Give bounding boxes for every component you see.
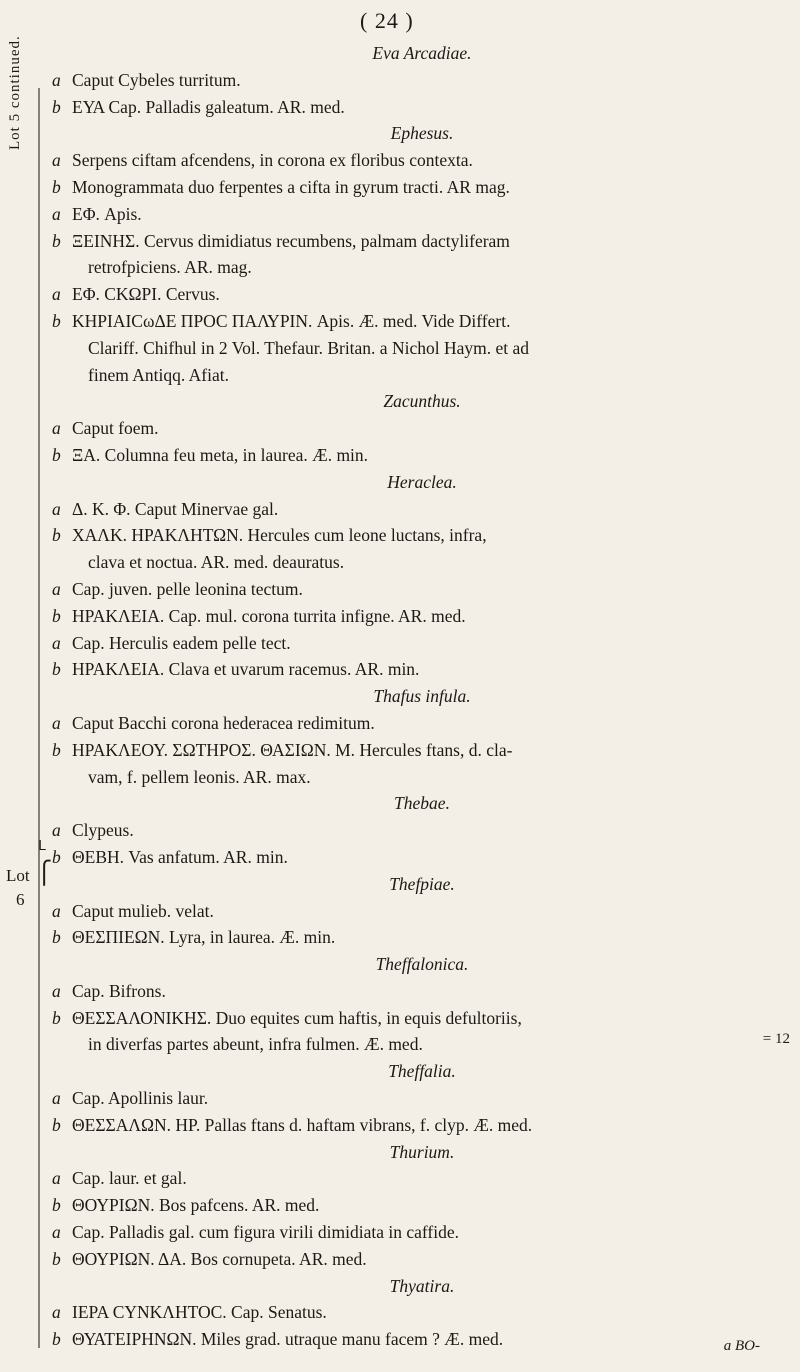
entry-continuation: in diverfas partes abeunt, infra fulmen. Æ. med. (88, 1034, 423, 1055)
entry-letter: a (52, 418, 61, 439)
margin-rule (38, 88, 40, 1348)
coin-entry (52, 576, 792, 603)
entry-text: ΕΦ. CΚΩΡΙ. Cervus. (72, 284, 220, 305)
coin-entry (52, 1299, 792, 1326)
coin-entry (52, 174, 792, 201)
place-heading: Eva Arcadiae. (372, 43, 472, 63)
coin-entry (52, 1112, 792, 1139)
entry-letter: b (52, 1248, 61, 1269)
coin-entry (52, 844, 792, 871)
place-heading: Thafus infula. (373, 686, 471, 707)
entry-text: Caput Cybeles turritum. (72, 69, 241, 90)
entry-text: Caput foem. (72, 418, 159, 439)
entry-text: ΘΟΥΡΙΩΝ. Bos pafcens. AR. med. (72, 1195, 320, 1216)
entry-text: Δ. Κ. Φ. Caput Minervae gal. (72, 498, 279, 519)
entry-letter: a (52, 498, 61, 519)
coin-entry (52, 94, 792, 121)
entry-letter: a (52, 578, 61, 599)
place-heading: Thefpiae. (389, 873, 455, 894)
entry-continuation: retrofpiciens. AR. mag. (88, 257, 252, 278)
entry-letter: b (52, 1329, 61, 1350)
coin-entry (52, 603, 792, 630)
entry-letter: a (52, 1222, 61, 1243)
entry-text: Caput mulieb. velat. (72, 900, 214, 921)
coin-entry (52, 817, 792, 844)
entry-letter: b (52, 525, 61, 546)
lot-brace: ⎧ (36, 860, 53, 885)
entry-letter: b (52, 1114, 61, 1135)
entry-text: ΚΗΡΙΑΙCωΔΕ ΠΡΟC ΠΑΛΥΡΙΝ. Apis. Æ. med. Vide Differt. (72, 310, 511, 331)
entry-letter: b (52, 310, 61, 331)
page-number: ( 24 ) (360, 8, 414, 33)
place-heading: Heraclea. (387, 471, 457, 492)
entry-text: Clypeus. (72, 820, 134, 841)
entry-continuation: finem Antiqq. Afiat. (88, 364, 229, 385)
place-heading: Zacunthus. (383, 391, 461, 412)
coin-entry (52, 228, 792, 255)
entry-letter: b (52, 605, 61, 626)
entry-continuation: clava et noctua. AR. med. deauratus. (88, 552, 345, 573)
entry-letter: b (52, 96, 61, 117)
entry-text: ΗΡΑΚΛΕΙΑ. Clava et uvarum racemus. AR. min. (72, 659, 420, 680)
coin-entry (52, 1246, 792, 1273)
place-heading: Theffalia. (388, 1061, 456, 1082)
entry-text: ΘΕΣΣΑΛΩΝ. ΗΡ. Pallas ftans d. haftam vibrans, f. clyp. Æ. med. (72, 1114, 533, 1135)
entry-letter: b (52, 739, 61, 760)
entry-letter: a (52, 820, 61, 841)
entry-text: Cap. Apollinis laur. (72, 1088, 209, 1109)
entry-text: ΧΑΛΚ. ΗΡΑΚΛΗΤΩΝ. Hercules cum leone luctans, infra, (72, 525, 487, 546)
entry-text: ΞΑ. Columna feu meta, in laurea. Æ. min. (72, 444, 369, 465)
entry-letter: a (52, 284, 61, 305)
coin-entry (52, 630, 792, 657)
coin-entry (52, 522, 792, 549)
entry-continuation: Clariff. Chifhul in 2 Vol. Thefaur. Britan. a Nichol Haym. et ad (88, 337, 529, 358)
entry-letter: a (52, 1302, 61, 1323)
coin-entry (52, 1165, 792, 1192)
entry-letter: b (52, 659, 61, 680)
margin-note: Lot 5 continued. (7, 35, 23, 150)
entry-letter: a (52, 1088, 61, 1109)
entry-text: Cap. Bifrons. (72, 980, 166, 1001)
place-heading: Thebae. (394, 793, 450, 814)
entry-text: ΕΦ. Apis. (72, 203, 142, 224)
coin-entry (52, 1219, 792, 1246)
place-heading: Theffalonica. (375, 954, 469, 975)
entry-letter: a (52, 900, 61, 921)
entry-text: ΘΕΒΗ. Vas anfatum. AR. min. (72, 846, 288, 867)
coin-entry (52, 737, 792, 764)
entry-text: ΗΡΑΚΛΕΟΥ. ΣΩΤΗΡΟΣ. ΘΑΣΙΩΝ. Μ. Hercules ftans, d. cla- (72, 739, 513, 760)
lot-label: Lot (6, 866, 30, 885)
entry-text: Cap. juven. pelle leonina tectum. (72, 578, 303, 599)
entry-letter: b (52, 1007, 61, 1028)
coin-entry (52, 710, 792, 737)
entry-letter: b (52, 927, 61, 948)
coin-entry (52, 67, 792, 94)
entry-text: Serpens ciftam afcendens, in corona ex floribus contexta. (72, 150, 473, 171)
entry-text: ΘΕΣΠΙΕΩΝ. Lyra, in laurea. Æ. min. (72, 927, 336, 948)
entry-letter: b (52, 444, 61, 465)
entry-text: Monogrammata duo ferpentes a cifta in gyrum tracti. AR mag. (72, 176, 510, 197)
entry-letter: a (52, 203, 61, 224)
entry-text: Cap. laur. et gal. (72, 1168, 187, 1189)
entry-text: ΘΥΑΤΕΙΡΗΝΩΝ. Miles grad. utraque manu facem ? Æ. med. (72, 1329, 504, 1350)
lot-number: 6 (16, 890, 25, 909)
coin-entry (52, 281, 792, 308)
entry-text: Cap. Herculis eadem pelle tect. (72, 632, 291, 653)
entry-letter: b (52, 1195, 61, 1216)
catalogue-text (52, 40, 792, 1353)
lot-tally: = 12 (762, 1031, 790, 1047)
entry-text: ΗΡΑΚΛΕΙΑ. Cap. mul. corona turrita infigne. AR. med. (72, 605, 466, 626)
catchword: a BO- (723, 1338, 760, 1354)
entry-text: ΙΕΡΑ CΥΝΚΛΗΤΟC. Cap. Senatus. (72, 1302, 327, 1323)
coin-entry (52, 1326, 792, 1353)
entry-letter: a (52, 69, 61, 90)
place-heading: Thyatira. (389, 1275, 455, 1296)
entry-letter: a (52, 150, 61, 171)
coin-entry (52, 898, 792, 925)
coin-entry (52, 308, 792, 335)
entry-text: ΘΟΥΡΙΩΝ. ΔΑ. Bos cornupeta. AR. med. (72, 1248, 367, 1269)
lot-brace-end: ᒪ (38, 839, 46, 854)
entry-letter: a (52, 632, 61, 653)
coin-entry (52, 496, 792, 523)
coin-entry (52, 415, 792, 442)
coin-entry (52, 978, 792, 1005)
entry-letter: a (52, 1168, 61, 1189)
entry-letter: a (52, 712, 61, 733)
place-heading: Thurium. (389, 1141, 455, 1162)
entry-text: ΞΕΙΝΗΣ. Cervus dimidiatus recumbens, palmam dactyliferam (72, 230, 510, 251)
coin-entry (52, 442, 792, 469)
entry-letter: b (52, 230, 61, 251)
entry-text: Cap. Palladis gal. cum figura virili dimidiata in caffide. (72, 1222, 460, 1243)
coin-entry (52, 1085, 792, 1112)
entry-letter: b (52, 176, 61, 197)
coin-entry (52, 201, 792, 228)
place-heading: Ephesus. (390, 123, 454, 144)
entry-continuation: vam, f. pellem leonis. AR. max. (88, 766, 311, 787)
coin-entry (52, 147, 792, 174)
entry-text: ΘΕΣΣΑΛΟΝΙΚΗΣ. Duo equites cum haftis, in equis defultoriis, (72, 1007, 522, 1028)
coin-entry (52, 1005, 792, 1032)
entry-letter: b (52, 846, 61, 867)
entry-letter: a (52, 980, 61, 1001)
entry-text: ΕΥΑ Cap. Palladis galeatum. AR. med. (72, 96, 345, 117)
entry-text: Caput Bacchi corona hederacea redimitum. (72, 712, 375, 733)
coin-entry (52, 656, 792, 683)
coin-entry (52, 1192, 792, 1219)
coin-entry (52, 924, 792, 951)
